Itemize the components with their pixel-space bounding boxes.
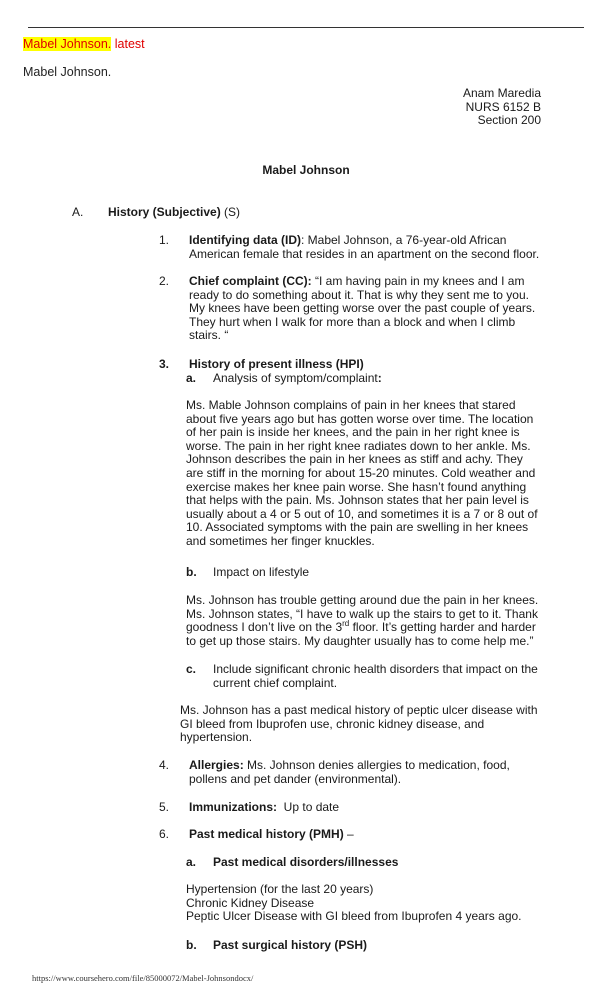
pmh-dash: – bbox=[343, 827, 354, 841]
identifying-data-label: Identifying data (ID) bbox=[189, 233, 301, 247]
highlight-tag: latest bbox=[111, 37, 145, 51]
lifestyle-impact-paragraph bbox=[186, 594, 542, 648]
document-subtitle: Mabel Johnson. bbox=[23, 65, 112, 79]
ordinal-superscript: rd bbox=[342, 619, 350, 629]
section-a-letter: A. bbox=[72, 205, 84, 219]
allergies-item bbox=[189, 759, 519, 786]
allergies-text: Ms. Johnson denies allergies to medication, food, pollens and pet dander (environmental). bbox=[189, 758, 510, 786]
identifying-data-text: : Mabel Johnson, a 76-year-old African American female that resides in an apartment on the second floor. bbox=[189, 233, 540, 261]
allergies-label: Allergies: bbox=[189, 758, 244, 772]
symptom-analysis-colon: : bbox=[377, 371, 382, 385]
subitem-letter: b. bbox=[186, 938, 197, 952]
past-disorders-label: Past medical disorders/illnesses bbox=[213, 855, 399, 869]
lifestyle-impact-heading: Impact on lifestyle bbox=[213, 565, 310, 579]
symptom-analysis-label: Analysis of symptom/complaint bbox=[213, 371, 378, 385]
item-number: 6. bbox=[159, 827, 170, 841]
list-item: Hypertension (for the last 20 years) bbox=[186, 882, 374, 896]
pmh-label: Past medical history (PMH) bbox=[189, 827, 344, 841]
chronic-disorders-paragraph: Ms. Johnson has a past medical history of peptic ulcer disease with GI bleed from Ibuprofen use, chronic kidney disease, and hypertension. bbox=[180, 703, 538, 745]
past-surgical-label: Past surgical history (PSH) bbox=[213, 938, 368, 952]
top-rule bbox=[28, 27, 584, 28]
pmh-heading bbox=[189, 828, 541, 842]
page-title: Mabel Johnson bbox=[262, 163, 350, 177]
item-number: 2. bbox=[159, 274, 170, 288]
section-number: Section 200 bbox=[477, 113, 541, 128]
list-item: Peptic Ulcer Disease with GI bleed from Ibuprofen 4 years ago. bbox=[186, 909, 522, 924]
section-a-title: History (Subjective) bbox=[108, 205, 221, 219]
author-block bbox=[463, 87, 541, 128]
chief-complaint-text: “I am having pain in my knees and I am ready to do something about it. That is why they sent me to you. My knees have been getting worse over the past couple of years. They hurt when I walk for more than a block and when I climb stairs. “ bbox=[189, 274, 536, 343]
immunizations-text: Up to date bbox=[277, 800, 340, 814]
symptom-analysis-paragraph: Ms. Mable Johnson complains of pain in her knees that stared about five years ago but has gotten worse over time. The location of her pain is inside her knees, and the pain in her right knee is worse. The pain in her right knee radiates down to her ankle. Ms. Johnson describes the pain in her knees as stiff and achy. They are stiff in the morning for about 15-20 minutes. Cold weather and exercise makes her knee pain worse. She hasn’t found anything that helps with the pain. Ms. Johnson states that her pain level is usually about a 4 or 5 out of 10, and sometimes it is a 7 or 8 out of 10. Associated symptoms with the pain are swelling in her knees and sometimes her finger knuckles. bbox=[186, 398, 538, 548]
subitem-letter: a. bbox=[186, 855, 197, 869]
subitem-letter: c. bbox=[186, 662, 197, 676]
chief-complaint-label: Chief complaint (CC): bbox=[189, 274, 312, 288]
section-a-heading bbox=[108, 206, 240, 220]
highlighted-name: Mabel Johnson. bbox=[23, 37, 112, 51]
course-code: NURS 6152 B bbox=[465, 99, 541, 114]
immunizations-item bbox=[189, 801, 541, 815]
item-number: 4. bbox=[159, 758, 170, 772]
past-disorders-list bbox=[186, 883, 542, 924]
lifestyle-impact-text-2: floor. It’s getting harder and harder to get up those stairs. My daughter usually has to come help me.” bbox=[186, 620, 536, 648]
chief-complaint-item bbox=[189, 275, 541, 343]
list-item: Chronic Kidney Disease bbox=[186, 895, 315, 910]
item-number: 5. bbox=[159, 800, 170, 814]
symptom-analysis-heading bbox=[213, 372, 543, 386]
lifestyle-impact-text-1: Ms. Johnson has trouble getting around due the pain in her knees. Ms. Johnson states, “I have to walk up the stairs to get to it. Thank goodness I don’t live on the 3 bbox=[186, 593, 539, 635]
subitem-letter: a. bbox=[186, 371, 197, 385]
identifying-data-item bbox=[189, 234, 541, 261]
highlighted-heading bbox=[23, 37, 145, 51]
hpi-label: History of present illness (HPI) bbox=[189, 357, 364, 371]
past-surgical-heading bbox=[213, 939, 543, 953]
immunizations-label: Immunizations: bbox=[189, 800, 278, 814]
item-number: 3. bbox=[159, 357, 170, 371]
past-disorders-heading bbox=[213, 856, 543, 870]
source-url[interactable]: https://www.coursehero.com/file/85000072/Mabel-Johnsondocx/ bbox=[32, 973, 254, 983]
hpi-heading bbox=[189, 358, 541, 372]
author-name: Anam Maredia bbox=[462, 86, 541, 100]
subitem-letter: b. bbox=[186, 565, 197, 579]
item-number: 1. bbox=[159, 233, 170, 247]
section-a-suffix: (S) bbox=[220, 205, 241, 219]
chronic-disorders-heading: Include significant chronic health disorders that impact on the current chief complaint. bbox=[213, 662, 538, 690]
